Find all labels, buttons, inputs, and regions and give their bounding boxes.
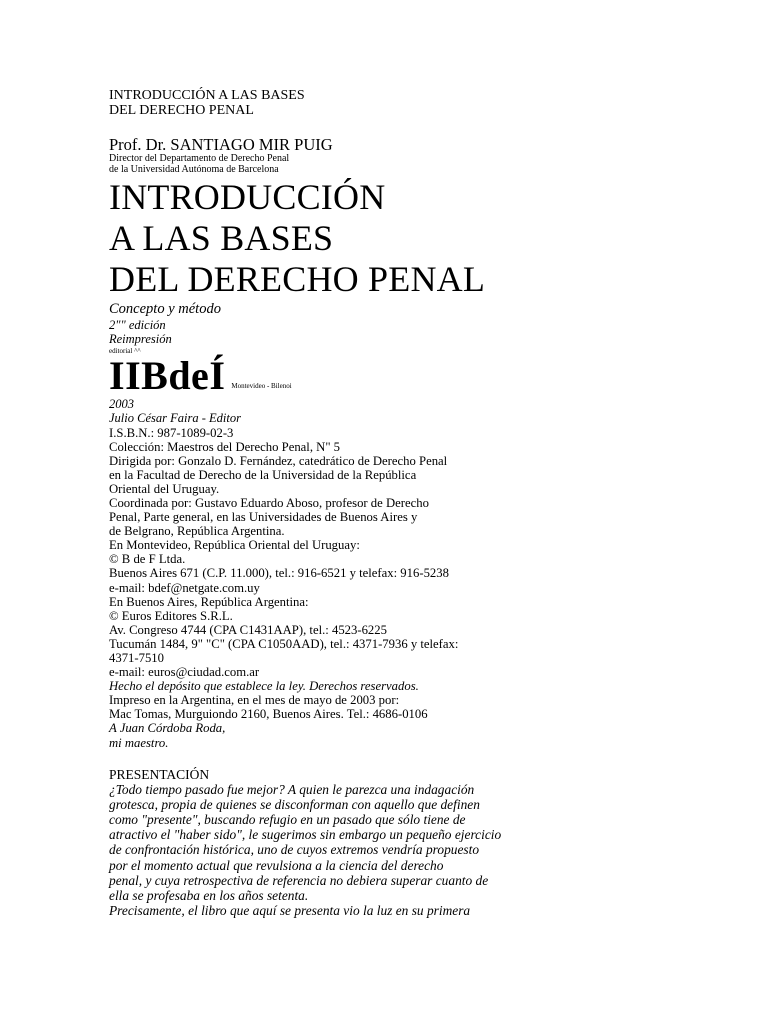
rights-notice: Hecho el depósito que establece la ley. Derechos reservados. bbox=[109, 679, 419, 694]
imprint-line: en la Facultad de Derecho de la Universidad de la República bbox=[109, 467, 417, 482]
publication-year: 2003 bbox=[109, 396, 134, 411]
imprint-line: © B de F Ltda. bbox=[109, 552, 186, 567]
imprint-line: Oriental del Uruguay. bbox=[109, 481, 220, 496]
imprint-line: © Euros Editores S.R.L. bbox=[109, 608, 233, 623]
author-affiliation bbox=[109, 154, 749, 175]
presentation-line: como "presente", buscando refugio en un pasado que sólo tiene de bbox=[109, 812, 466, 828]
imprint-line: e-mail: bdef@netgate.com.uy bbox=[109, 580, 260, 595]
presentation-line: de confrontación histórica, uno de cuyos extremos vendría propuesto bbox=[109, 842, 480, 858]
affiliation-line: Director del Departamento de Derecho Penal bbox=[109, 153, 290, 164]
imprint-line: Dirigida por: Gonzalo D. Fernández, catedrático de Derecho Penal bbox=[109, 453, 448, 468]
editor: Julio César Faira - Editor bbox=[109, 411, 241, 425]
imprint-line: I.S.B.N.: 987-1089-02-3 bbox=[109, 425, 234, 440]
print-line: Impreso en la Argentina, en el mes de mayo de 2003 por: bbox=[109, 693, 400, 708]
imprint-line: e-mail: euros@ciudad.com.ar bbox=[109, 665, 260, 680]
publisher-tag: editorial ^^ bbox=[109, 346, 141, 355]
section-heading: PRESENTACIÓN bbox=[109, 766, 210, 782]
affiliation-line: de la Universidad Autónoma de Barcelona bbox=[109, 163, 279, 175]
imprint-line: En Buenos Aires, República Argentina: bbox=[109, 594, 309, 609]
reprint: Reimpresión bbox=[109, 332, 172, 346]
imprint-line: En Montevideo, República Oriental del Uruguay: bbox=[109, 538, 360, 553]
imprint-line: Av. Congreso 4744 (CPA C1431AAP), tel.: 4523-6225 bbox=[109, 622, 387, 637]
document-page bbox=[109, 88, 749, 918]
imprint-line: Tucumán 1484, 9" "C" (CPA C1050AAD), tel.: 4371-7936 y telefax: bbox=[109, 636, 459, 651]
imprint-line: 4371-7510 bbox=[109, 651, 164, 665]
presentation-line: ella se profesaba en los años setenta. bbox=[109, 888, 309, 904]
dedication-line: A Juan Córdoba Roda, bbox=[109, 721, 226, 736]
running-title-line: INTRODUCCIÓN A LAS BASES bbox=[109, 88, 305, 103]
book-title-line: INTRODUCCIÓN bbox=[109, 177, 386, 217]
publisher-logo: IIBdeÍ bbox=[109, 352, 226, 398]
edition: 2"" edición bbox=[109, 317, 166, 332]
book-title-line: A LAS BASES bbox=[109, 218, 334, 258]
book-title bbox=[109, 177, 749, 300]
presentation-line: penal, y cuya retrospectiva de referencia no debiera superar cuanto de bbox=[109, 872, 489, 888]
presentation-line: grotesca, propia de quienes se disconforman con aquello que definen bbox=[109, 796, 480, 812]
author-name: Prof. Dr. SANTIAGO MIR PUIG bbox=[109, 135, 333, 154]
imprint-line: Penal, Parte general, en las Universidades de Buenos Aires y bbox=[109, 510, 418, 525]
publisher-logo-row bbox=[109, 352, 749, 398]
presentation-line: atractivo el "haber sido", le sugerimos sin embargo un pequeño ejercicio bbox=[109, 827, 502, 843]
presentation-line: ¿Todo tiempo pasado fue mejor? A quien le parezca una indagación bbox=[109, 781, 475, 797]
running-title-line: DEL DERECHO PENAL bbox=[109, 103, 254, 118]
imprint-line: Coordinada por: Gustavo Eduardo Aboso, profesor de Derecho bbox=[109, 495, 429, 510]
print-line: Mac Tomas, Murguiondo 2160, Buenos Aires. Tel.: 4686-0106 bbox=[109, 707, 428, 722]
imprint-block bbox=[109, 426, 749, 750]
imprint-line: Colección: Maestros del Derecho Penal, N" 5 bbox=[109, 439, 341, 454]
dedication-line: mi maestro. bbox=[109, 735, 169, 750]
imprint-line: Buenos Aires 671 (C.P. 11.000), tel.: 916-6521 y telefax: 916-5238 bbox=[109, 566, 449, 581]
book-subtitle: Concepto y método bbox=[109, 301, 221, 317]
running-title bbox=[109, 88, 749, 118]
presentation-text bbox=[109, 782, 749, 919]
presentation-line: Precisamente, el libro que aquí se presenta vio la luz en su primera bbox=[109, 903, 471, 919]
publisher-place: Montevideo - Bilenoi bbox=[231, 381, 292, 390]
presentation-line: por el momento actual que revulsiona a la ciencia del derecho bbox=[109, 857, 444, 873]
book-title-line: DEL DERECHO PENAL bbox=[109, 259, 486, 299]
imprint-line: de Belgrano, República Argentina. bbox=[109, 524, 285, 539]
